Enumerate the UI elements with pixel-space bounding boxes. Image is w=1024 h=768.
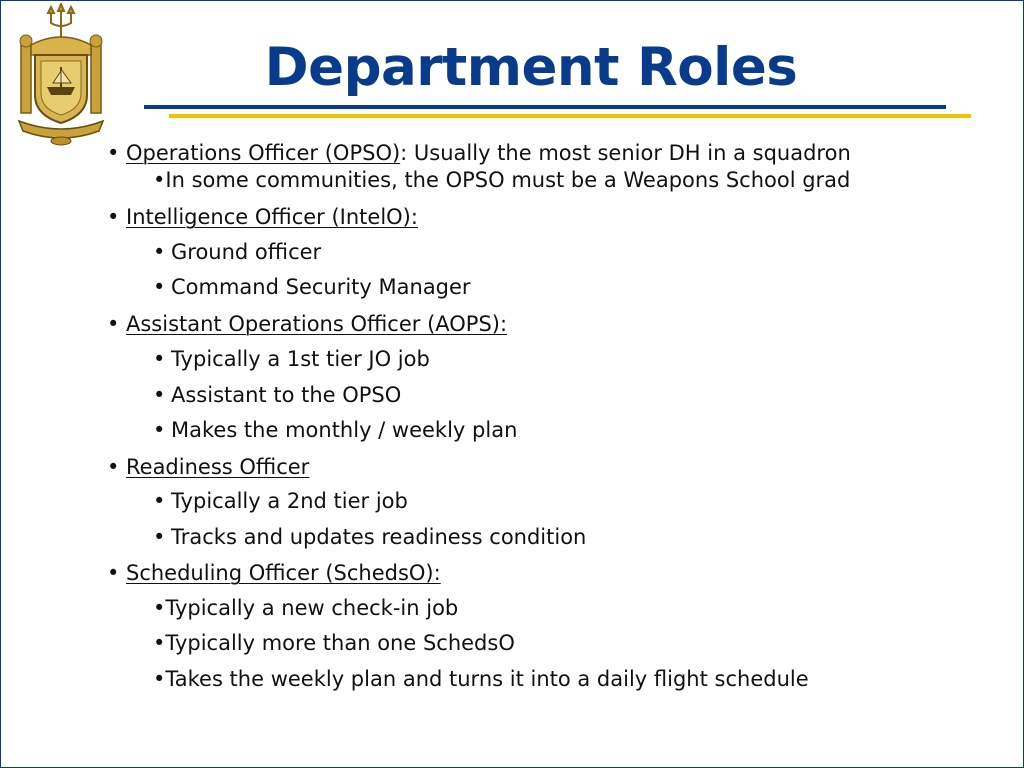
sub-item-text: Tracks and updates readiness condition xyxy=(171,525,587,549)
role-heading: Assistant Operations Officer (AOPS): xyxy=(126,312,508,336)
sub-item xyxy=(153,417,517,443)
bullet-glyph: • xyxy=(107,205,120,229)
sub-item-text: Typically more than one SchedsO xyxy=(165,631,515,655)
role-heading: Intelligence Officer (IntelO): xyxy=(126,205,418,229)
sub-item xyxy=(153,274,471,300)
sub-item-text: Takes the weekly plan and turns it into a daily flight schedule xyxy=(165,667,809,691)
sub-item-text: Typically a 1st tier JO job xyxy=(171,347,430,371)
bullet-glyph: • xyxy=(153,667,166,691)
list-item-opso xyxy=(107,140,851,166)
sub-item xyxy=(153,524,586,550)
list-item-intelo xyxy=(107,204,418,230)
role-description: : Usually the most senior DH in a squadron xyxy=(400,141,851,165)
bullet-glyph: • xyxy=(153,418,166,442)
bullet-glyph: • xyxy=(153,347,166,371)
sub-item xyxy=(153,666,809,692)
bullet-glyph: • xyxy=(153,525,166,549)
role-heading: Operations Officer (OPSO) xyxy=(126,141,401,165)
sub-item xyxy=(153,382,401,408)
sub-item xyxy=(153,239,321,265)
sub-item xyxy=(153,167,850,193)
bullet-glyph: • xyxy=(107,455,120,479)
bullet-glyph: • xyxy=(107,312,120,336)
sub-item-text: Typically a new check-in job xyxy=(165,596,459,620)
sub-item-text: In some communities, the OPSO must be a Weapons School grad xyxy=(165,168,851,192)
slide-title: Department Roles xyxy=(264,37,798,98)
role-heading: Scheduling Officer (SchedsO): xyxy=(126,561,441,585)
bullet-glyph: • xyxy=(153,596,166,620)
sub-item xyxy=(153,346,430,372)
sub-item-text: Command Security Manager xyxy=(171,275,471,299)
bullet-glyph: • xyxy=(153,383,166,407)
sub-item xyxy=(153,630,515,656)
sub-item xyxy=(153,595,458,621)
sub-item xyxy=(153,488,408,514)
bullet-glyph: • xyxy=(107,561,120,585)
bullet-glyph: • xyxy=(153,240,166,264)
bullet-glyph: • xyxy=(153,489,166,513)
bullet-glyph: • xyxy=(107,141,120,165)
bullet-glyph: • xyxy=(153,275,166,299)
sub-item-text: Ground officer xyxy=(171,240,322,264)
role-heading: Readiness Officer xyxy=(126,455,310,479)
bullet-list xyxy=(1,1,1024,768)
bullet-glyph: • xyxy=(153,631,166,655)
sub-item-text: Typically a 2nd tier job xyxy=(171,489,408,513)
sub-item-text: Assistant to the OPSO xyxy=(171,383,402,407)
sub-item-text: Makes the monthly / weekly plan xyxy=(171,418,518,442)
bullet-glyph: • xyxy=(153,168,166,192)
list-item-aops xyxy=(107,311,507,337)
list-item-schedso xyxy=(107,560,441,586)
list-item-readiness xyxy=(107,454,309,480)
